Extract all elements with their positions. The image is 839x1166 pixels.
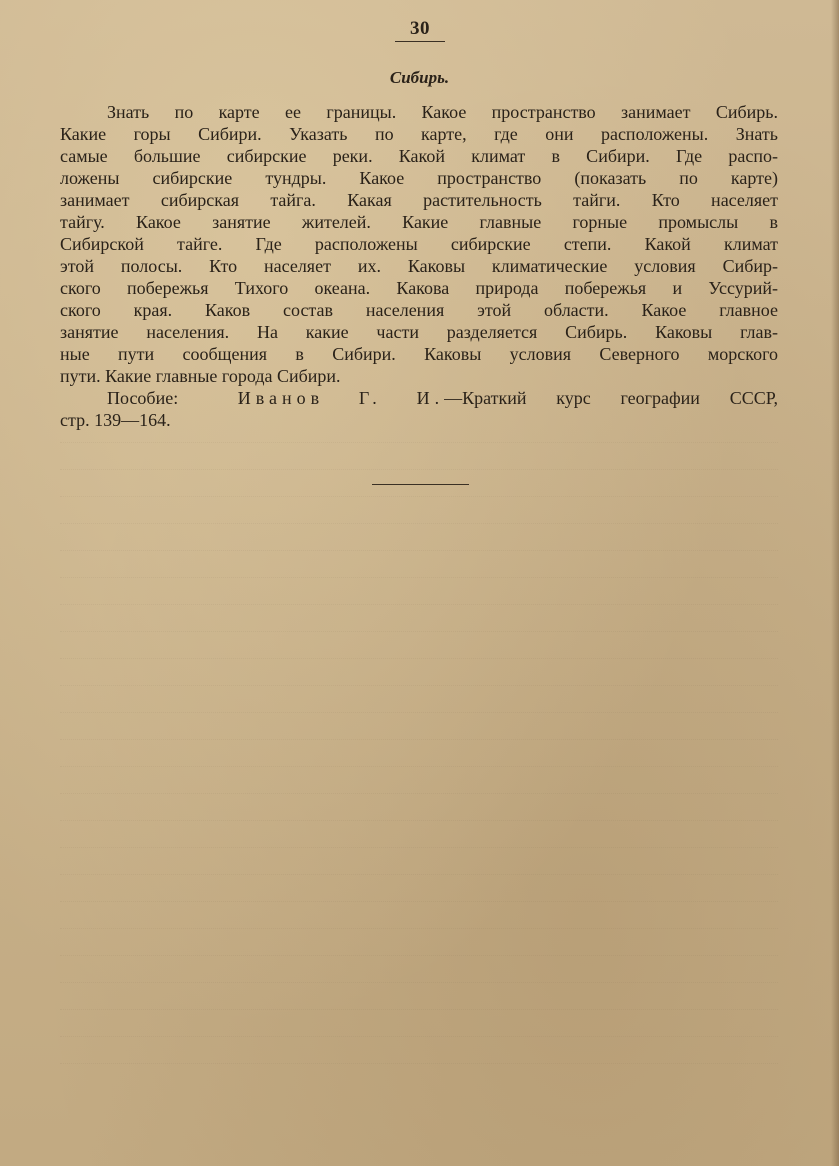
show-through-texture (60, 420, 778, 1120)
reference-label: Пособие: (107, 388, 179, 408)
body-line: пути. Какие главные города Сибири. (60, 366, 341, 386)
body-line: этой полосы. Кто населяет их. Каковы климатические условия Сибир- (60, 256, 778, 276)
body-line: Сибирской тайге. Где расположены сибирские степи. Какой климат (60, 234, 778, 254)
reference-line (60, 387, 778, 409)
section-heading: Сибирь. (389, 68, 450, 87)
reference-block (60, 387, 778, 431)
body-line: самые большие сибирские реки. Какой климат в Сибири. Где распо- (60, 146, 778, 166)
page-edge-shadow (831, 0, 839, 1166)
body-line: Знать по карте ее границы. Какое пространство занимает Сибирь. (107, 102, 778, 122)
reference-author: Иванов Г. И. (237, 388, 445, 408)
page-number-rule (395, 41, 445, 42)
page-number: 30 (410, 18, 430, 39)
section-end-rule (372, 484, 469, 485)
body-line: занимает сибирская тайга. Какая растительность тайги. Кто населяет (60, 190, 778, 210)
body-line: ского края. Каков состав населения этой области. Какое главное (60, 300, 778, 320)
body-line: Какие горы Сибири. Указать по карте, где они расположены. Знать (60, 124, 778, 144)
body-paragraph (60, 101, 778, 387)
body-line: ского побережья Тихого океана. Какова природа побережья и Уссурий- (60, 278, 778, 298)
body-line: ложены сибирские тундры. Какое пространство (показать по карте) (60, 168, 778, 188)
body-line: ные пути сообщения в Сибири. Каковы условия Северного морского (60, 344, 778, 364)
reference-pages: стр. 139—164. (60, 410, 171, 430)
body-line: занятие населения. На какие части разделяется Сибирь. Каковы глав- (60, 322, 778, 342)
reference-title: —Краткий курс географии СССР, (444, 388, 778, 408)
body-line: тайгу. Какое занятие жителей. Какие главные горные промыслы в (60, 212, 778, 232)
